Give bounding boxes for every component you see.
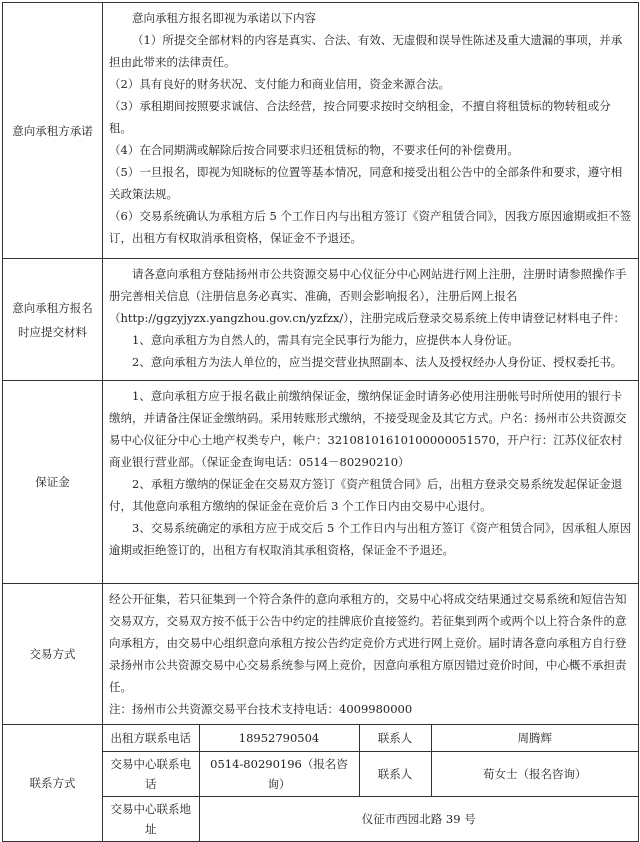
trade-support-note: 注：扬州市公共资源交易平台技术支持电话：4009980000 <box>109 702 413 716</box>
commitment-label: 意向承租方承诺 <box>3 3 103 259</box>
contact-content <box>103 725 639 842</box>
materials-item: 1、意向承租方为自然人的，需具有完全民事行为能力，应提供本人身份证。 <box>132 333 519 347</box>
deposit-label: 保证金 <box>3 381 103 584</box>
contact-table-row <box>103 796 638 841</box>
materials-item: 2、意向承租方为法人单位的，应当提交营业执照副本、法人及授权经办人身份证、授权委托书。 <box>132 355 623 369</box>
deposit-item: 2、承租方缴纳的保证金在交易双方签订《资产租赁合同》后，出租方登录交易系统发起保证金退付，其他意向承租方缴纳的保证金在竞价后 3 个工作日内由交易中心退付。 <box>109 477 623 513</box>
center-address-label: 交易中心联系地址 <box>103 796 199 841</box>
contact-label: 联系方式 <box>3 725 103 842</box>
commitment-item: （5）一旦报名，即视为知晓标的位置等基本情况，同意和接受出租公告中的全部条件和要求，遵守相关政策法规。 <box>109 165 623 201</box>
center-person-label: 联系人 <box>359 751 431 796</box>
deposit-item: 3、交易系统确定的承租方应于成交后 5 个工作日内与出租方签订《资产租赁合同》，因承租人原因逾期或拒绝签订的，出租方有权取消其承租资格，保证金不予退还。 <box>109 521 632 557</box>
deposit-row <box>3 381 639 584</box>
center-person: 荀女士（报名咨询） <box>431 751 638 796</box>
trade-row <box>3 584 639 725</box>
commitment-item: （3）承租期间按照要求诚信、合法经营，按合同要求按时交纳租金，不擅自将租赁标的物转租或分租。 <box>109 99 611 135</box>
commitment-item: （6）交易系统确认为承租方后 5 个工作日内与出租方签订《资产租赁合同》，因我方原因逾期或拒不签订，出租方有权取消承租资格，保证金不予退还。 <box>109 209 632 245</box>
center-phone-label: 交易中心联系电话 <box>103 751 199 796</box>
deposit-item: 1、意向承租方应于报名截止前缴纳保证金，缴纳保证金时请务必使用注册帐号时所使用的银行卡缴纳，并请备注保证金缴纳码。采用转账形式缴纳，不接受现金及其它方式。户名：扬州市公共资源交易中心仪征分中心土地产权类专户，帐户：32108101610100000051570，开户行：江苏仪征农村商业银行营业部。（保证金查询电话：0514－80290210） <box>109 389 627 469</box>
commitment-item: （1）所提交全部材料的内容是真实、合法、有效、无虚假和误导性陈述及重大遗漏的事项，并承担由此带来的法律责任。 <box>109 33 623 69</box>
materials-url: （http://ggzyjyzx.yangzhou.gov.cn/yzfzx/），注册完成后登录交易系统上传申请登记材料电子件： <box>109 311 626 325</box>
commitment-content <box>103 3 639 259</box>
commitment-item: （2）具有良好的财务状况、支付能力和商业信用，资金来源合法。 <box>109 77 450 91</box>
contact-row <box>3 725 639 842</box>
document-page <box>2 2 638 838</box>
commitment-item: （4）在合同期满或解除后按合同要求归还租赁标的物，不要求任何的补偿费用。 <box>109 143 519 157</box>
announcement-table <box>2 2 639 842</box>
materials-label: 意向承租方报名时应提交材料 <box>3 259 103 381</box>
lessor-person-label: 联系人 <box>359 725 431 751</box>
lessor-phone-label: 出租方联系电话 <box>103 725 199 751</box>
materials-row <box>3 259 639 381</box>
trade-label: 交易方式 <box>3 584 103 725</box>
commitment-row <box>3 3 639 259</box>
contact-table-row <box>103 751 638 796</box>
lessor-person: 周腾辉 <box>431 725 638 751</box>
center-address: 仪征市西园北路 39 号 <box>199 796 638 841</box>
center-phone: 0514-80290196（报名咨询） <box>199 751 359 796</box>
trade-content <box>103 584 639 725</box>
deposit-content <box>103 381 639 584</box>
commitment-heading: 意向承租方报名即视为承诺以下内容 <box>132 11 316 25</box>
materials-content <box>103 259 639 381</box>
materials-intro: 请各意向承租方登陆扬州市公共资源交易中心仪征分中心网站进行网上注册，注册时请参照操作手册完善相关信息（注册信息务必真实、准确，否则会影响报名），注册后网上报名 <box>109 267 627 303</box>
trade-description: 经公开征集，若只征集到一个符合条件的意向承租方的，交易中心将成交结果通过交易系统和短信告知交易双方，交易双方按不低于公告中约定的挂牌底价直接签约。若征集到两个或两个以上符合条件的意向承租方，由交易中心组织意向承租方按公告约定竞价方式进行网上竞价。届时请各意向承租方自行登录扬州市公共资源交易中心交易系统参与网上竞价，因意向承租方原因错过竞价时间，中心概不承担责任。 <box>109 592 627 694</box>
lessor-phone: 18952790504 <box>199 725 359 751</box>
contact-table-row <box>103 725 638 751</box>
contact-table <box>103 725 638 841</box>
